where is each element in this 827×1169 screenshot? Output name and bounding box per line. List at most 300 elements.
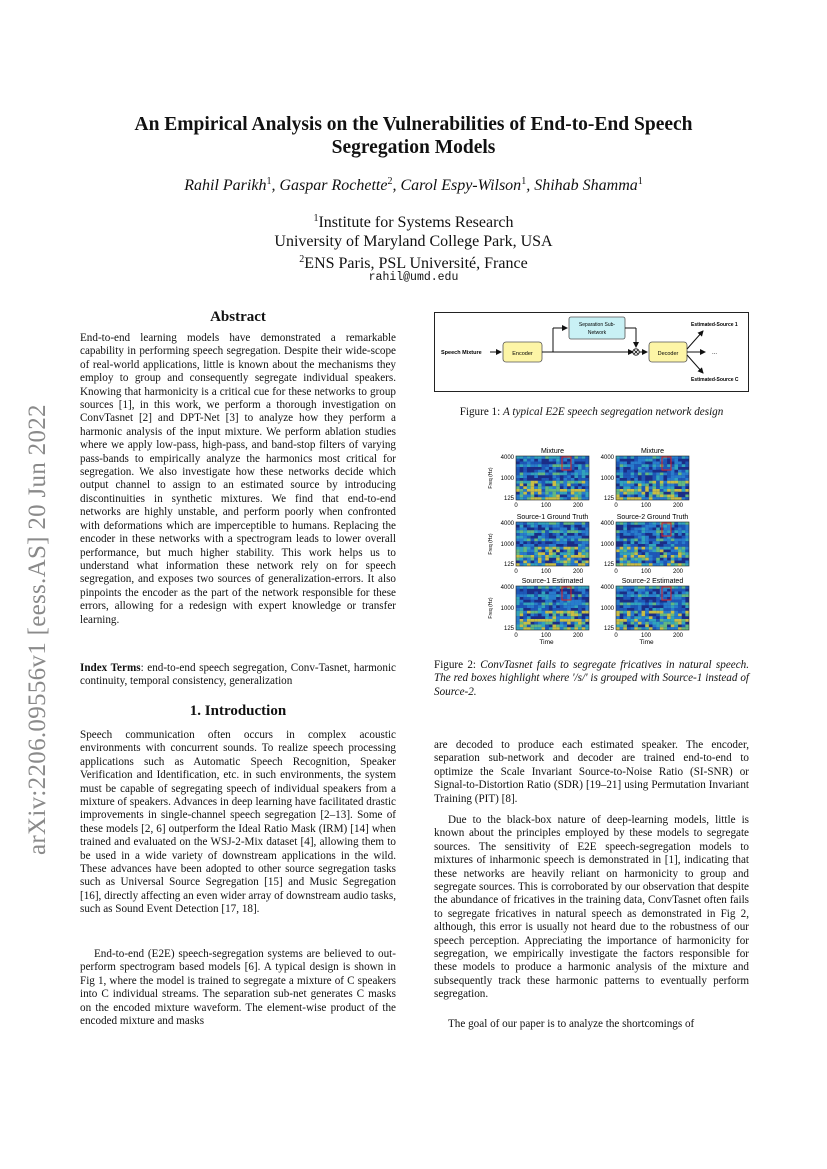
spectrogram-cell bbox=[620, 555, 624, 558]
spectrogram-cell bbox=[674, 473, 678, 476]
spectrogram-cell bbox=[653, 627, 657, 630]
spectrogram-cell bbox=[638, 611, 642, 614]
spectrogram-cell bbox=[631, 614, 635, 617]
spectrogram-cell bbox=[560, 484, 564, 487]
spectrogram-cell bbox=[645, 536, 649, 539]
spectrogram-cell bbox=[638, 603, 642, 606]
spectrogram-cell bbox=[642, 622, 646, 625]
spectrogram-cell bbox=[534, 473, 538, 476]
spectrogram-cell bbox=[520, 528, 524, 531]
spectrogram-cell bbox=[538, 522, 542, 525]
spectrogram-cell bbox=[685, 544, 689, 547]
spectrogram-cell bbox=[674, 484, 678, 487]
spectrogram-cell bbox=[527, 464, 531, 467]
spectrogram-cell bbox=[585, 619, 589, 622]
spectrogram-cell bbox=[520, 539, 524, 542]
y-tick-label: 1000 bbox=[500, 476, 514, 482]
spectrogram-cell bbox=[649, 470, 653, 473]
spectrogram-cell bbox=[645, 608, 649, 611]
spectrogram-cell bbox=[534, 625, 538, 628]
spectrogram-cell bbox=[649, 481, 653, 484]
spectrogram-cell bbox=[645, 544, 649, 547]
spectrogram-cell bbox=[634, 492, 638, 495]
index-terms-label: Index Terms bbox=[80, 662, 141, 674]
spectrogram-cell bbox=[660, 625, 664, 628]
spectrogram-cell bbox=[638, 536, 642, 539]
spectrogram-cell bbox=[516, 605, 520, 608]
spectrogram-cell bbox=[678, 563, 682, 566]
spectrogram-cell bbox=[631, 489, 635, 492]
x-tick-label: 100 bbox=[640, 503, 652, 509]
spectrogram-cell bbox=[674, 541, 678, 544]
spectrogram-cell bbox=[623, 552, 627, 555]
spectrogram-cell bbox=[527, 605, 531, 608]
spectrogram-cell bbox=[671, 478, 675, 481]
spectrogram-cell bbox=[660, 622, 664, 625]
spectrogram-cell bbox=[653, 541, 657, 544]
spectrogram-cell bbox=[682, 627, 686, 630]
spectrogram-cell bbox=[542, 561, 546, 564]
spectrogram-cell bbox=[574, 603, 578, 606]
spectrogram-cell bbox=[553, 525, 557, 528]
spectrogram-cell bbox=[516, 552, 520, 555]
spectrogram-cell bbox=[523, 605, 527, 608]
spectrogram-cell bbox=[542, 473, 546, 476]
spectrogram-cell bbox=[542, 558, 546, 561]
spectrogram-cell bbox=[642, 495, 646, 498]
spectrogram-cell bbox=[642, 533, 646, 536]
spectrogram-cell bbox=[616, 611, 620, 614]
spectrogram-cell bbox=[656, 495, 660, 498]
spectrogram-cell bbox=[671, 541, 675, 544]
spectrogram-cell bbox=[627, 586, 631, 589]
spectrogram-cell bbox=[685, 473, 689, 476]
spectrogram-cell bbox=[545, 536, 549, 539]
spectrogram-cell bbox=[553, 589, 557, 592]
spectrogram-cell bbox=[553, 544, 557, 547]
spectrogram-cell bbox=[523, 592, 527, 595]
y-tick-label: 4000 bbox=[600, 585, 614, 591]
spectrogram-cell bbox=[567, 473, 571, 476]
spectrogram-cell bbox=[623, 597, 627, 600]
spectrogram-cell bbox=[538, 481, 542, 484]
spectrogram-cell bbox=[545, 600, 549, 603]
spectrogram-cell bbox=[556, 533, 560, 536]
spectrogram-cell bbox=[520, 608, 524, 611]
spectrogram-cell bbox=[649, 495, 653, 498]
spectrogram-cell bbox=[623, 481, 627, 484]
spectrogram-cell bbox=[563, 528, 567, 531]
spectrogram-cell bbox=[520, 547, 524, 550]
spectrogram-cell bbox=[578, 475, 582, 478]
spectrogram-cell bbox=[567, 462, 571, 465]
x-tick-label: 200 bbox=[572, 633, 584, 639]
spectrogram-cell bbox=[545, 616, 549, 619]
x-tick-label: 100 bbox=[640, 569, 652, 575]
spectrogram-cell bbox=[567, 611, 571, 614]
spectrogram-cell bbox=[667, 611, 671, 614]
spectrogram-cell bbox=[516, 522, 520, 525]
y-tick-label: 125 bbox=[603, 496, 614, 502]
spectrogram-cell bbox=[567, 467, 571, 470]
spectrogram-cell bbox=[516, 558, 520, 561]
spectrogram-cell bbox=[645, 541, 649, 544]
spectrogram-cell bbox=[634, 611, 638, 614]
spectrogram-cell bbox=[627, 592, 631, 595]
spectrogram-cell bbox=[631, 594, 635, 597]
spectrogram-cell bbox=[678, 464, 682, 467]
panel-title: Source-1 Ground Truth bbox=[516, 514, 589, 521]
spectrogram-cell bbox=[653, 522, 657, 525]
spectrogram-cell bbox=[642, 467, 646, 470]
spectrogram-cell bbox=[616, 605, 620, 608]
spectrogram-cell bbox=[682, 608, 686, 611]
spectrogram-cell bbox=[549, 525, 553, 528]
spectrogram-cell bbox=[674, 611, 678, 614]
spectrogram-cell bbox=[567, 522, 571, 525]
spectrogram-cell bbox=[642, 497, 646, 500]
spectrogram-cell bbox=[527, 459, 531, 462]
spectrogram-cell bbox=[574, 495, 578, 498]
spectrogram-cell bbox=[674, 544, 678, 547]
y-tick-label: 4000 bbox=[600, 521, 614, 527]
spectrogram-cell bbox=[520, 462, 524, 465]
spectrogram-cell bbox=[523, 603, 527, 606]
spectrogram-cell bbox=[663, 561, 667, 564]
spectrogram-cell bbox=[653, 550, 657, 553]
spectrogram-cell bbox=[656, 473, 660, 476]
spectrogram-cell bbox=[556, 625, 560, 628]
spectrogram-cell bbox=[578, 605, 582, 608]
spectrogram-cell bbox=[531, 619, 535, 622]
spectrogram-cell bbox=[623, 550, 627, 553]
contact-email[interactable]: rahil@umd.edu bbox=[368, 271, 459, 284]
spectrogram-cell bbox=[649, 589, 653, 592]
spectrogram-cell bbox=[545, 481, 549, 484]
spectrogram-cell bbox=[653, 473, 657, 476]
spectrogram-cell bbox=[649, 616, 653, 619]
spectrogram-cell bbox=[631, 619, 635, 622]
spectrogram-cell bbox=[585, 627, 589, 630]
spectrogram-cell bbox=[656, 561, 660, 564]
spectrogram-cell bbox=[667, 594, 671, 597]
spectrogram-cell bbox=[563, 625, 567, 628]
spectrogram-cell bbox=[663, 608, 667, 611]
spectrogram-cell bbox=[567, 605, 571, 608]
spectrogram-cell bbox=[516, 611, 520, 614]
spectrogram-cell bbox=[545, 550, 549, 553]
spectrogram-cell bbox=[520, 522, 524, 525]
author-separator: , bbox=[271, 177, 280, 194]
spectrogram-cell bbox=[578, 586, 582, 589]
spectrogram-cell bbox=[574, 563, 578, 566]
spectrogram-cell bbox=[556, 586, 560, 589]
spectrogram-cell bbox=[649, 492, 653, 495]
spectrogram-cell bbox=[534, 619, 538, 622]
spectrogram-cell bbox=[663, 467, 667, 470]
spectrogram-cell bbox=[545, 586, 549, 589]
spectrogram-cell bbox=[582, 586, 586, 589]
spectrogram-cell bbox=[523, 622, 527, 625]
spectrogram-cell bbox=[563, 464, 567, 467]
x-tick-label: 100 bbox=[640, 633, 652, 639]
spectrogram-cell bbox=[516, 533, 520, 536]
spectrogram-cell bbox=[649, 464, 653, 467]
spectrogram-cell bbox=[534, 552, 538, 555]
y-tick-label: 125 bbox=[603, 562, 614, 568]
spectrogram-cell bbox=[560, 539, 564, 542]
spectrogram-cell bbox=[534, 522, 538, 525]
spectrogram-cell bbox=[542, 478, 546, 481]
spectrogram-cell bbox=[642, 470, 646, 473]
spectrogram-cell bbox=[685, 592, 689, 595]
x-axis-label: Time bbox=[539, 639, 554, 646]
spectrogram-cell bbox=[534, 605, 538, 608]
spectrogram-cell bbox=[553, 619, 557, 622]
spectrogram-cell bbox=[553, 594, 557, 597]
spectrogram-cell bbox=[516, 586, 520, 589]
spectrogram-cell bbox=[649, 603, 653, 606]
spectrogram-cell bbox=[638, 539, 642, 542]
spectrogram-cell bbox=[556, 589, 560, 592]
spectrogram-cell bbox=[649, 552, 653, 555]
spectrogram-cell bbox=[642, 522, 646, 525]
spectrogram-cell bbox=[616, 600, 620, 603]
spectrogram-cell bbox=[685, 550, 689, 553]
spectrogram-cell bbox=[638, 530, 642, 533]
spectrogram-cell bbox=[574, 555, 578, 558]
spectrogram-cell bbox=[567, 603, 571, 606]
spectrogram-cell bbox=[667, 555, 671, 558]
spectrogram-cell bbox=[653, 539, 657, 542]
spectrogram-cell bbox=[556, 467, 560, 470]
spectrogram-cell bbox=[678, 608, 682, 611]
spectrogram-cell bbox=[582, 600, 586, 603]
spectrogram-cell bbox=[520, 550, 524, 553]
spectrogram-cell bbox=[667, 525, 671, 528]
spectrogram-cell bbox=[578, 478, 582, 481]
spectrogram-cell bbox=[560, 608, 564, 611]
spectrogram-cell bbox=[542, 555, 546, 558]
spectrogram-cell bbox=[663, 530, 667, 533]
spectrogram-cell bbox=[585, 550, 589, 553]
spectrogram-cell bbox=[649, 486, 653, 489]
spectrogram-cell bbox=[678, 533, 682, 536]
spectrogram-cell bbox=[549, 481, 553, 484]
spectrogram-cell bbox=[585, 486, 589, 489]
spectrogram-cell bbox=[520, 619, 524, 622]
spectrogram-cell bbox=[542, 536, 546, 539]
spectrogram-cell bbox=[538, 547, 542, 550]
spectrogram-cell bbox=[582, 592, 586, 595]
spectrogram-cell bbox=[620, 603, 624, 606]
spectrogram-cell bbox=[523, 528, 527, 531]
spectrogram-cell bbox=[682, 478, 686, 481]
spectrogram-cell bbox=[660, 555, 664, 558]
spectrogram-cell bbox=[653, 456, 657, 459]
spectrogram-cell bbox=[682, 522, 686, 525]
spectrogram-cell bbox=[638, 541, 642, 544]
spectrogram-cell bbox=[578, 481, 582, 484]
x-tick-label: 0 bbox=[514, 569, 518, 575]
spectrogram-cell bbox=[538, 605, 542, 608]
spectrogram-cell bbox=[545, 558, 549, 561]
spectrogram-cell bbox=[578, 541, 582, 544]
spectrogram-cell bbox=[642, 627, 646, 630]
spectrogram-cell bbox=[520, 627, 524, 630]
spectrogram-cell bbox=[631, 603, 635, 606]
spectrogram-cell bbox=[638, 528, 642, 531]
spectrogram-cell bbox=[574, 561, 578, 564]
spectrogram-cell bbox=[545, 530, 549, 533]
spectrogram-cell bbox=[682, 530, 686, 533]
spectrogram-cell bbox=[520, 605, 524, 608]
fig1-decoder-label: Decoder bbox=[657, 351, 679, 357]
spectrogram-cell bbox=[678, 522, 682, 525]
spectrogram-cell bbox=[578, 627, 582, 630]
spectrogram-cell bbox=[656, 536, 660, 539]
spectrogram-cell bbox=[620, 619, 624, 622]
spectrogram-cell bbox=[556, 603, 560, 606]
spectrogram-cell bbox=[642, 475, 646, 478]
spectrogram-cell bbox=[663, 539, 667, 542]
spectrogram-cell bbox=[685, 530, 689, 533]
spectrogram-cell bbox=[642, 600, 646, 603]
spectrogram-cell bbox=[516, 544, 520, 547]
spectrogram-cell bbox=[549, 473, 553, 476]
spectrogram-cell bbox=[685, 541, 689, 544]
spectrogram-cell bbox=[531, 473, 535, 476]
spectrogram-cell bbox=[527, 619, 531, 622]
spectrogram-cell bbox=[527, 547, 531, 550]
spectrogram-cell bbox=[582, 473, 586, 476]
spectrogram-cell bbox=[674, 462, 678, 465]
spectrogram-cell bbox=[553, 603, 557, 606]
spectrogram-cell bbox=[638, 459, 642, 462]
spectrogram-cell bbox=[667, 541, 671, 544]
spectrogram-cell bbox=[667, 475, 671, 478]
spectrogram-cell bbox=[653, 625, 657, 628]
spectrogram-cell bbox=[585, 495, 589, 498]
spectrogram-cell bbox=[582, 622, 586, 625]
spectrogram-cell bbox=[545, 456, 549, 459]
spectrogram-cell bbox=[556, 462, 560, 465]
spectrogram-cell bbox=[627, 558, 631, 561]
spectrogram-cell bbox=[678, 530, 682, 533]
spectrogram-cell bbox=[616, 619, 620, 622]
spectrogram-cell bbox=[616, 622, 620, 625]
spectrogram-cell bbox=[649, 619, 653, 622]
spectrogram-cell bbox=[627, 594, 631, 597]
spectrogram-cell bbox=[616, 625, 620, 628]
spectrogram-cell bbox=[656, 594, 660, 597]
fig1-arrow bbox=[687, 331, 703, 349]
spectrogram-cell bbox=[585, 555, 589, 558]
spectrogram-cell bbox=[542, 544, 546, 547]
spectrogram-cell bbox=[578, 625, 582, 628]
spectrogram-cell bbox=[627, 597, 631, 600]
author-name: Shihab Shamma bbox=[534, 177, 638, 194]
spectrogram-cell bbox=[671, 544, 675, 547]
spectrogram-cell bbox=[578, 563, 582, 566]
spectrogram-cell bbox=[616, 473, 620, 476]
spectrogram-cell bbox=[582, 547, 586, 550]
spectrogram-cell bbox=[616, 522, 620, 525]
spectrogram-cell bbox=[667, 481, 671, 484]
spectrogram-cell bbox=[542, 611, 546, 614]
spectrogram-cell bbox=[656, 497, 660, 500]
spectrogram-cell bbox=[556, 525, 560, 528]
spectrogram-cell bbox=[671, 563, 675, 566]
paper-title bbox=[80, 113, 747, 159]
spectrogram-cell bbox=[656, 530, 660, 533]
spectrogram-cell bbox=[542, 484, 546, 487]
spectrogram-cell bbox=[523, 492, 527, 495]
spectrogram-cell bbox=[578, 619, 582, 622]
spectrogram-cell bbox=[623, 462, 627, 465]
spectrogram-cell bbox=[616, 459, 620, 462]
spectrogram-cell bbox=[527, 473, 531, 476]
spectrogram-cell bbox=[585, 539, 589, 542]
spectrogram-cell bbox=[531, 539, 535, 542]
spectrogram-cell bbox=[620, 467, 624, 470]
y-tick-label: 4000 bbox=[600, 455, 614, 461]
intro-paragraph-3: are decoded to produce each estimated speaker. The encoder, separation sub-network and decoder are trained end-to-end to optimize the Scale Invariant Source-to-Noise Ratio (SI-SNR) or Signal-to-Distortion Ratio (SDR) [19–21] using Permutation Invariant Training (PIT) [8]. bbox=[434, 739, 749, 805]
spectrogram-cell bbox=[616, 558, 620, 561]
spectrogram-cell bbox=[556, 539, 560, 542]
spectrogram-cell bbox=[520, 614, 524, 617]
spectrogram-cell bbox=[538, 495, 542, 498]
spectrogram-cell bbox=[527, 616, 531, 619]
x-tick-label: 100 bbox=[540, 633, 552, 639]
spectrogram-cell bbox=[631, 473, 635, 476]
spectrogram-cell bbox=[563, 552, 567, 555]
spectrogram-cell bbox=[682, 484, 686, 487]
spectrogram-cell bbox=[516, 530, 520, 533]
affil-line-3: ENS Paris, PSL Université, France bbox=[304, 255, 528, 272]
spectrogram-cell bbox=[634, 533, 638, 536]
spectrogram-cell bbox=[616, 608, 620, 611]
spectrogram-cell bbox=[631, 544, 635, 547]
spectrogram-cell bbox=[553, 552, 557, 555]
x-tick-label: 100 bbox=[540, 569, 552, 575]
spectrogram-cell bbox=[674, 464, 678, 467]
fig2-caption-prefix: Figure 2: bbox=[434, 659, 481, 671]
spectrogram-cell bbox=[531, 603, 535, 606]
spectrogram-cell bbox=[516, 589, 520, 592]
spectrogram-cell bbox=[516, 484, 520, 487]
spectrogram-cell bbox=[682, 592, 686, 595]
spectrogram-cell bbox=[631, 530, 635, 533]
spectrogram-cell bbox=[549, 497, 553, 500]
spectrogram-cell bbox=[634, 464, 638, 467]
spectrogram-cell bbox=[634, 536, 638, 539]
spectrogram-cell bbox=[556, 497, 560, 500]
spectrogram-cell bbox=[571, 627, 575, 630]
spectrogram-cell bbox=[645, 552, 649, 555]
spectrogram-cell bbox=[560, 563, 564, 566]
spectrogram-cell bbox=[516, 614, 520, 617]
spectrogram-cell bbox=[671, 481, 675, 484]
spectrogram-cell bbox=[667, 489, 671, 492]
spectrogram-cell bbox=[523, 464, 527, 467]
figure-2-caption bbox=[434, 659, 749, 699]
spectrogram-cell bbox=[660, 616, 664, 619]
spectrogram-cell bbox=[582, 456, 586, 459]
spectrogram-cell bbox=[678, 497, 682, 500]
spectrogram-cell bbox=[560, 625, 564, 628]
spectrogram-cell bbox=[516, 486, 520, 489]
